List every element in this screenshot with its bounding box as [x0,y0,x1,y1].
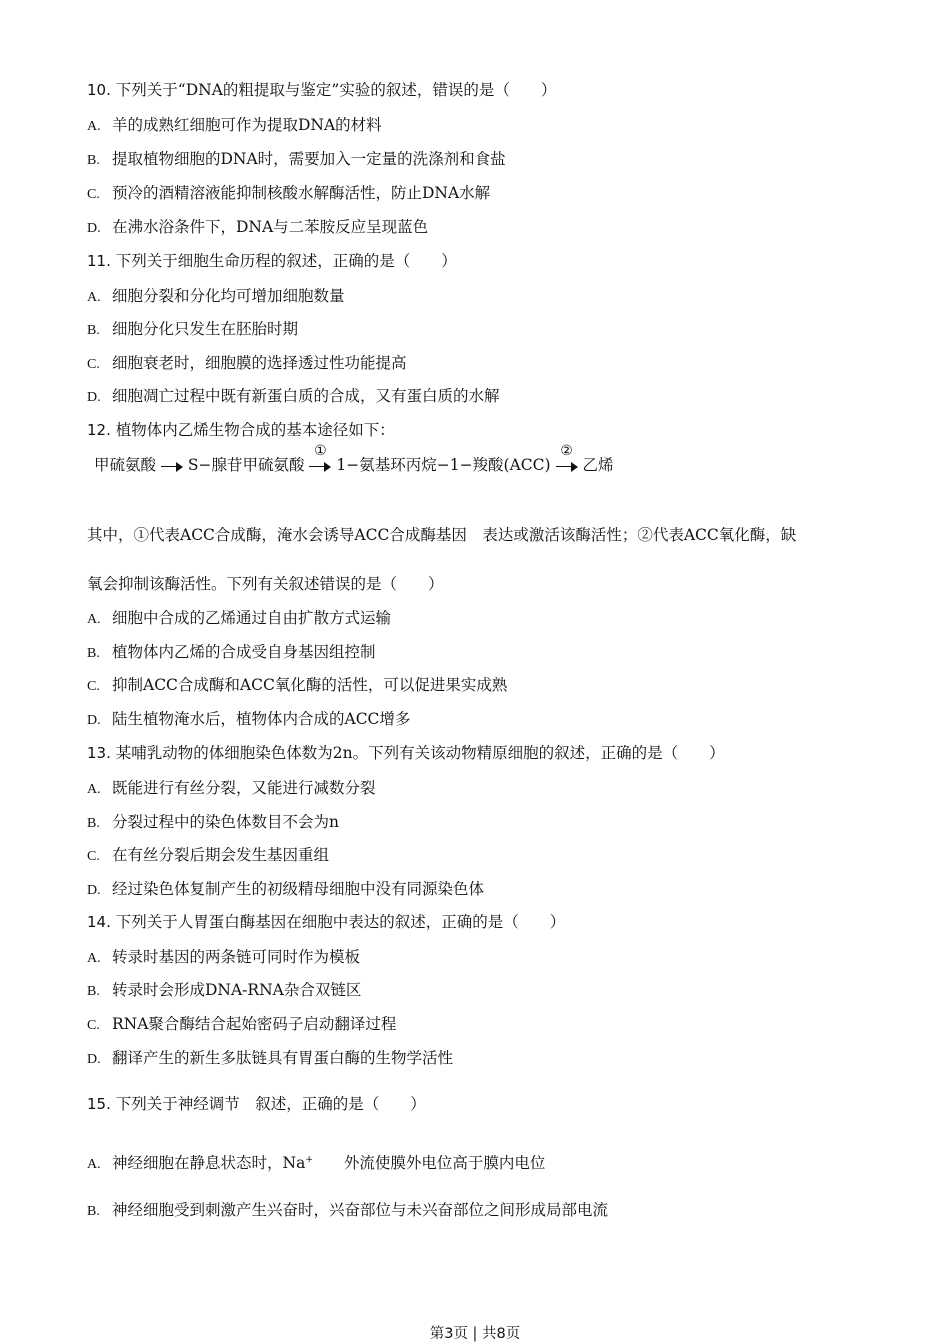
question-10-stem: 10. 下列关于“DNA的粗提取与鉴定”实验的叙述，错误的是（ ） [87,81,557,99]
question-12-option-c: C. 抑制ACC合成酶和ACC氧化酶的活性，可以促进果实成熟 [87,676,508,694]
question-12-option-a: A. 细胞中合成的乙烯通过自由扩散方式运输 [87,609,392,627]
pathway-arrow-enzyme-2-icon: ② [556,456,578,476]
question-14-stem: 14. 下列关于人胃蛋白酶基因在细胞中表达的叙述，正确的是（ ） [87,913,566,931]
question-10-option-c: C. 预冷的酒精溶液能抑制核酸水解酶活性，防止DNA水解 [87,184,491,202]
question-15-option-b: B. 神经细胞受到刺激产生兴奋时，兴奋部位与未兴奋部位之间形成局部电流 [87,1201,609,1219]
question-11-stem: 11. 下列关于细胞生命历程的叙述，正确的是（ ） [87,252,457,270]
question-13-option-a: A. 既能进行有丝分裂，又能进行减数分裂 [87,779,376,797]
question-11-option-a: A. 细胞分裂和分化均可增加细胞数量 [87,287,345,305]
question-15-stem: 15. 下列关于神经调节 叙述，正确的是（ ） [87,1095,426,1113]
question-11-option-c: C. 细胞衰老时，细胞膜的选择透过性功能提高 [87,354,407,372]
pathway-substrate-methionine: 甲硫氨酸 [94,456,157,474]
pathway-product-ethylene: 乙烯 [582,456,614,474]
page-footer: 第3页 | 共8页 [429,1326,521,1342]
question-15-option-a: A. 神经细胞在静息状态时，Na+ 外流使膜外电位高于膜内电位 [87,1154,546,1172]
total-pages: 8 [496,1326,506,1342]
question-12-option-d: D. 陆生植物淹水后，植物体内合成的ACC增多 [87,710,411,728]
pathway-arrow-icon [161,456,183,476]
question-12-paragraph-line-1: 其中，①代表ACC合成酶，淹水会诱导ACC合成酶基因 表达或激活该酶活性；②代表ACC氧化酶，缺 [87,526,797,544]
question-14-option-d: D. 翻译产生的新生多肽链具有胃蛋白酶的生物学活性 [87,1049,454,1067]
question-11-option-b: B. 细胞分化只发生在胚胎时期 [87,320,299,338]
question-14-option-b: B. 转录时会形成DNA-RNA杂合双链区 [87,981,362,999]
question-13-option-b: B. 分裂过程中的染色体数目不会为n [87,813,339,831]
pathway-arrow-enzyme-1-icon: ① [309,456,331,476]
question-13-option-c: C. 在有丝分裂后期会发生基因重组 [87,846,330,864]
question-12-paragraph-line-2: 氧会抑制该酶活性。下列有关叙述错误的是（ ） [87,575,444,593]
pathway-intermediate-sam: S−腺苷甲硫氨酸 [187,456,305,474]
question-13-option-d: D. 经过染色体复制产生的初级精母细胞中没有同源染色体 [87,880,485,898]
question-14-option-a: A. 转录时基因的两条链可同时作为模板 [87,948,361,966]
question-14-option-c: C. RNA聚合酶结合起始密码子启动翻译过程 [87,1015,397,1033]
question-11-option-d: D. 细胞凋亡过程中既有新蛋白质的合成，又有蛋白质的水解 [87,387,500,405]
question-10-option-b: B. 提取植物细胞的DNA时，需要加入一定量的洗涤剂和食盐 [87,150,506,168]
page-number: 3 [444,1326,454,1342]
pathway-intermediate-acc: 1−氨基环丙烷−1−羧酸(ACC) [336,456,551,474]
question-12-stem: 12. 植物体内乙烯生物合成的基本途径如下： [87,421,395,439]
question-13-stem: 13. 某哺乳动物的体细胞染色体数为2n。下列有关该动物精原细胞的叙述，正确的是（ ） [87,744,725,762]
question-10-option-d: D. 在沸水浴条件下，DNA与二苯胺反应呈现蓝色 [87,218,429,236]
question-10-option-a: A. 羊的成熟红细胞可作为提取DNA的材料 [87,116,382,134]
ethylene-pathway-equation [94,443,614,477]
question-12-option-b: B. 植物体内乙烯的合成受自身基因组控制 [87,643,376,661]
